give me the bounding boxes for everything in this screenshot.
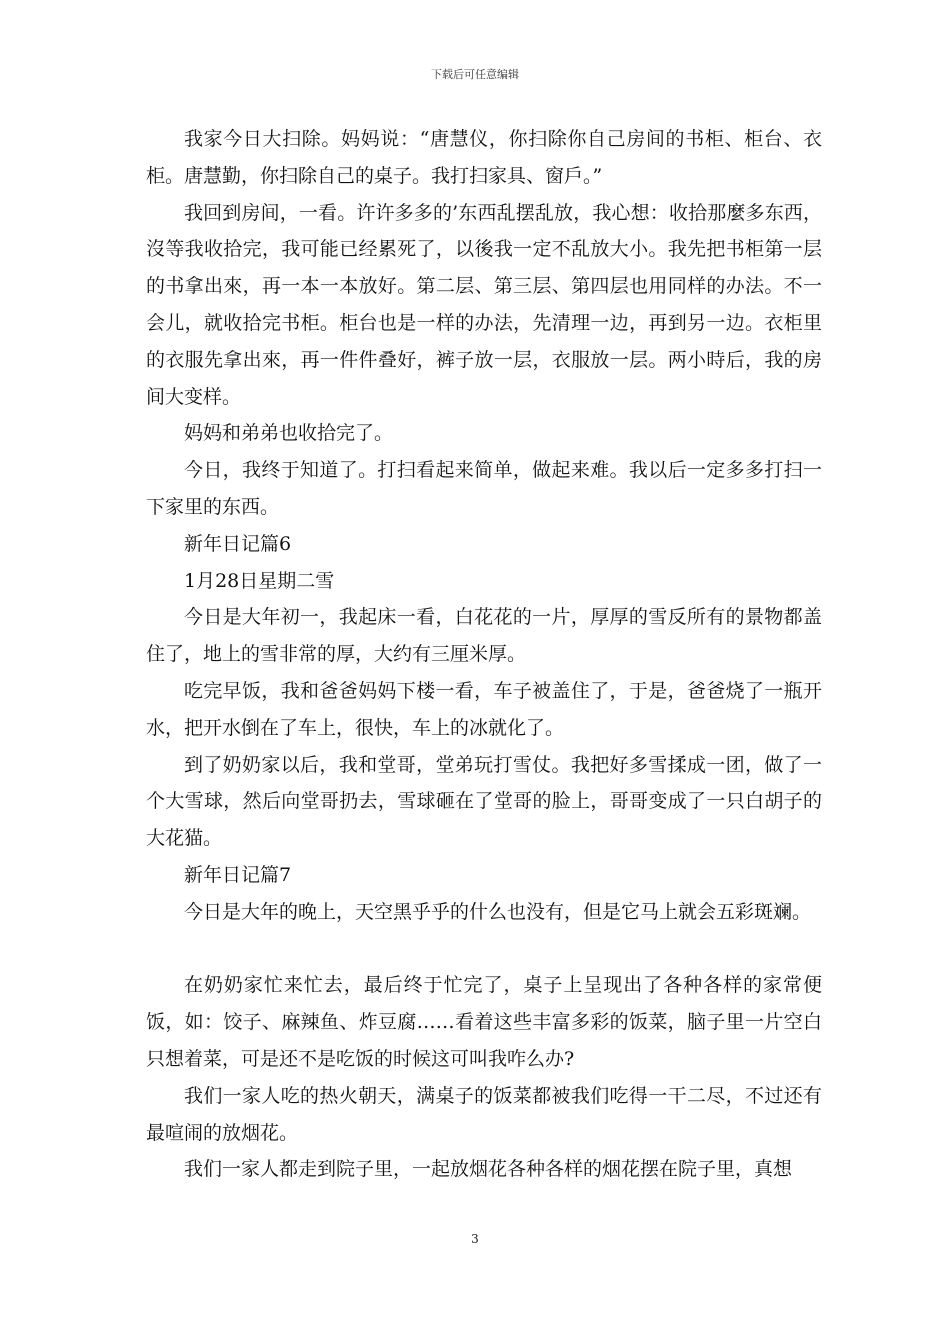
paragraph-cleaning-family: 妈妈和弟弟也收拾完了。	[184, 422, 394, 445]
paragraph-cleaning-conclusion: 今日，我终于知道了。打扫看起来简单，做起来难。我以后一定多多打扫一下家里的东西。	[146, 459, 822, 518]
paragraph-new-year-eve: 今日是大年的晚上，天空黑乎乎的什么也没有，但是它马上就会五彩斑斓。	[184, 900, 812, 923]
paragraph-cleaning-room: 我回到房间，一看。许许多多的’东西乱摆乱放，我心想：收拾那麼多东西，沒等我收拾完，我可能已经累死了，以後我一定不乱放大小。我先把书柜第一层的书拿出來，再一本一本放好。第二层、第三层、第四层也用同样的办法。不一会儿，就收拾完书柜。柜台也是一样的办法，先清理一边，再到另一边。衣柜里的衣服先拿出來，再一件件叠好，裤子放一层，衣服放一层。两小時后，我的房间大变样。	[146, 201, 822, 408]
paragraph-snow-morning: 今日是大年初一，我起床一看，白花花的一片，厚厚的雪反所有的景物都盖住了，地上的雪非常的厚，大约有三厘米厚。	[146, 606, 822, 666]
paragraph-dinner-prep: 在奶奶家忙来忙去，最后终于忙完了，桌子上呈现出了各种各样的家常便饭，如：饺子、麻辣鱼、炸豆腐……看着这些丰富多彩的饭菜，脑子里一片空白只想着菜，可是还不是吃饭的时候这可叫我咋么办?	[146, 974, 822, 1070]
document-body	[146, 121, 822, 1188]
diary-date: 1月28日星期二雪	[184, 569, 335, 592]
page-header: 下载后可任意编辑	[431, 68, 519, 81]
paragraph-fireworks: 我们一家人都走到院子里，一起放烟花各种各样的烟花摆在院子里，真想	[184, 1158, 793, 1181]
paragraph-snow-car: 吃完早饭，我和爸爸妈妈下楼一看，车子被盖住了，于是，爸爸烧了一瓶开水，把开水倒在了车上，很快，车上的冰就化了。	[146, 679, 822, 739]
section-heading-7: 新年日记篇7	[184, 863, 292, 886]
paragraph-cleaning-intro: 我家今日大扫除。妈妈说：“唐慧仪，你扫除你自己房间的书柜、柜台、衣柜。唐慧勤，你扫除自己的桌子。我打扫家具、窗戶。”	[146, 128, 822, 187]
page-number: 3	[471, 1232, 479, 1246]
paragraph-snowball-fight: 到了奶奶家以后，我和堂哥，堂弟玩打雪仗。我把好多雪揉成一团，做了一个大雪球，然后向堂哥扔去，雪球砸在了堂哥的脸上，哥哥变成了一只白胡子的大花猫。	[146, 753, 822, 850]
paragraph-dinner: 我们一家人吃的热火朝天，满桌子的饭菜都被我们吃得一干二尽，不过还有最喧闹的放烟花。	[146, 1084, 822, 1144]
paragraph-gap	[146, 931, 822, 968]
section-heading-6: 新年日记篇6	[184, 532, 292, 555]
